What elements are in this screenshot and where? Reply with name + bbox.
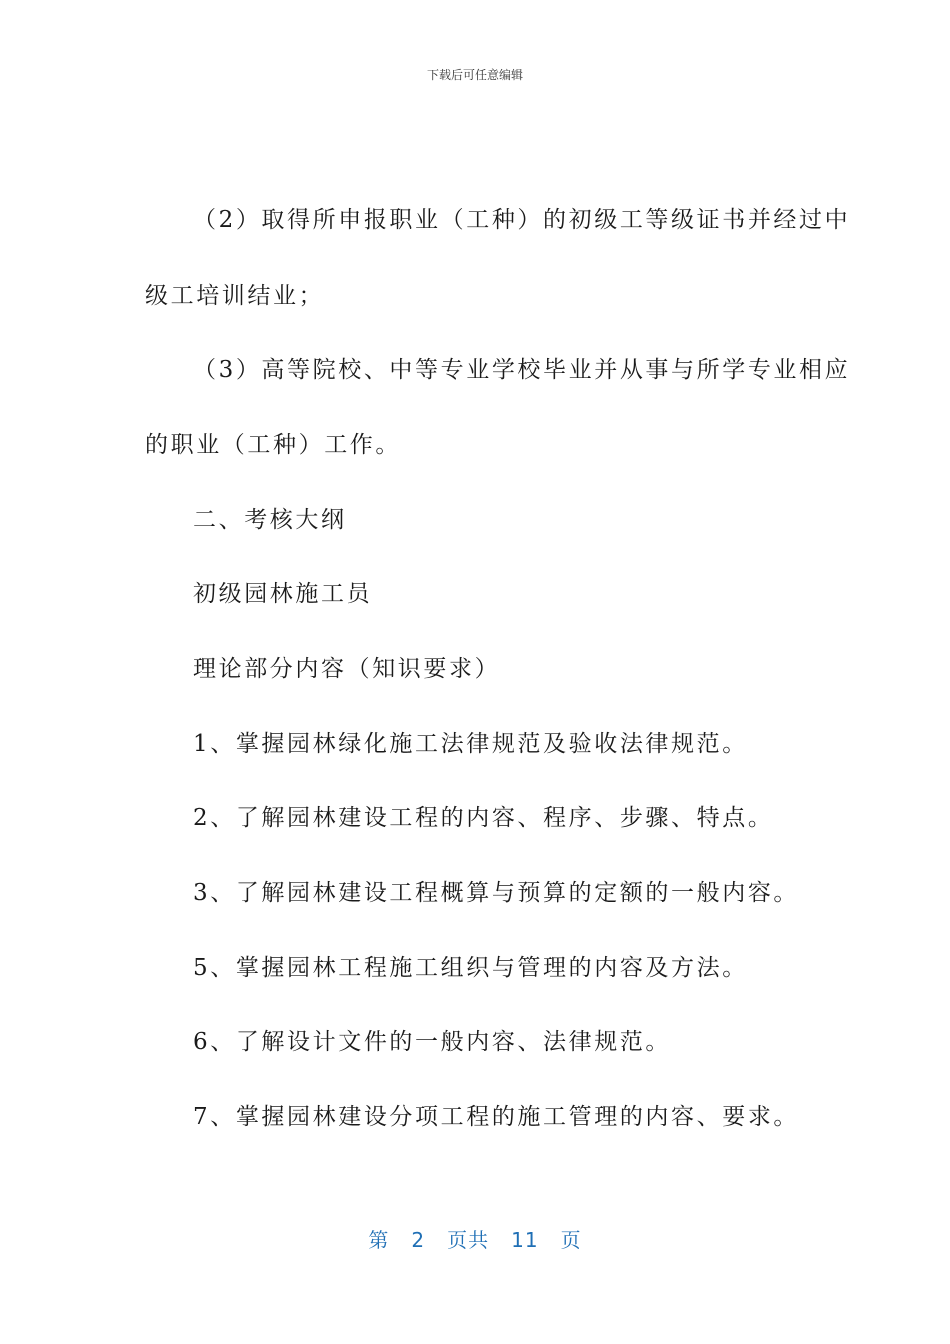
paragraph-line: 的职业（工种）工作。 xyxy=(145,432,401,458)
list-item: 2、了解园林建设工程的内容、程序、步骤、特点。 xyxy=(193,805,774,831)
list-item: 5、掌握园林工程施工组织与管理的内容及方法。 xyxy=(193,955,748,981)
paragraph-line: 级工培训结业； xyxy=(145,283,325,309)
list-item: 1、掌握园林绿化施工法律规范及验收法律规范。 xyxy=(193,731,748,757)
paragraph-line: （2）取得所申报职业（工种）的初级工等级证书并经过中 xyxy=(193,207,851,233)
page-footer xyxy=(0,1224,950,1253)
footer-page-number: 2 xyxy=(411,1228,426,1252)
list-item: 6、了解设计文件的一般内容、法律规范。 xyxy=(193,1029,672,1055)
footer-mid: 页共 xyxy=(447,1228,490,1252)
footer-suffix: 页 xyxy=(560,1228,582,1252)
subsection-heading: 理论部分内容（知识要求） xyxy=(193,656,501,682)
subsection-heading: 初级园林施工员 xyxy=(193,581,373,607)
page-header: 下载后可任意编辑 xyxy=(426,68,523,82)
section-heading: 二、考核大纲 xyxy=(193,507,347,533)
footer-total-pages: 11 xyxy=(511,1228,539,1252)
list-item: 7、掌握园林建设分项工程的施工管理的内容、要求。 xyxy=(193,1104,800,1130)
list-item: 3、了解园林建设工程概算与预算的定额的一般内容。 xyxy=(193,880,800,906)
footer-prefix: 第 xyxy=(368,1228,390,1252)
paragraph-line: （3）高等院校、中等专业学校毕业并从事与所学专业相应 xyxy=(193,357,851,383)
